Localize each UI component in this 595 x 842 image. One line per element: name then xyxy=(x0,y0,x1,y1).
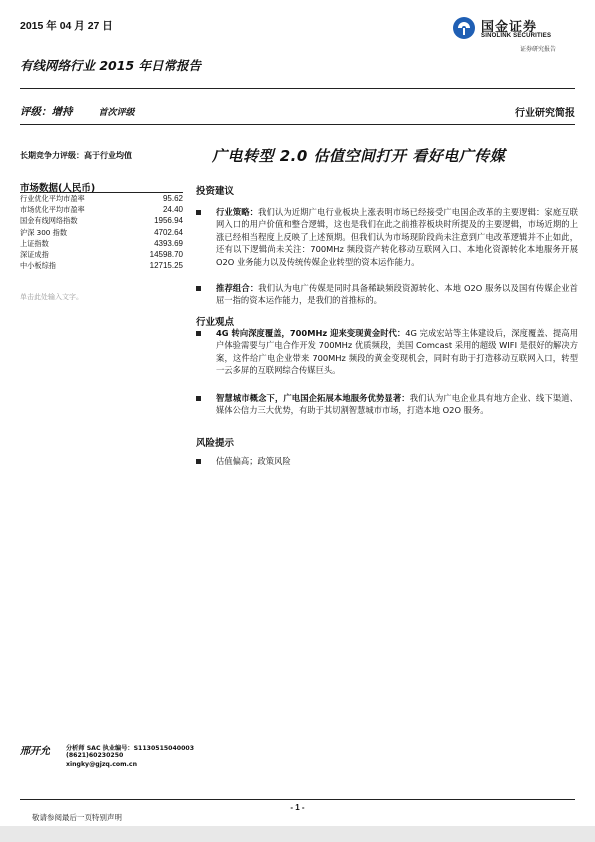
table-row: 国金有线网络指数 1956.94 xyxy=(20,216,183,226)
market-data-table xyxy=(20,192,183,271)
market-data-title: 市场数据(人民币) xyxy=(20,183,96,194)
bullet-icon xyxy=(196,459,201,464)
report-date: 2015 年 04 月 27 日 xyxy=(20,20,113,32)
list-item: 估值偏高；政策风险 xyxy=(196,455,578,467)
section-industry: 行业观点 xyxy=(196,317,235,328)
rating-label: 评级：增持 xyxy=(20,106,73,118)
analyst-name: 邢开允 xyxy=(20,746,50,757)
rating xyxy=(20,104,135,119)
report-title: 广电转型 2.0 估值空间打开 看好电广传媒 xyxy=(212,147,506,165)
list-item: 推荐组合：我们认为电广传媒是同时具备稀缺频段资源转化、本地 O2O 服务以及国有传媒企业首屈一指的资本运作能力，是我们的首推标的。 xyxy=(196,282,578,307)
table-row: 沪深 300 指数 4702.64 xyxy=(20,227,183,237)
list-item: 行业策略：我们认为近期广电行业板块上涨表明市场已经接受广电国企改革的主要逻辑：家庭互联网入口的用户价值和整合逻辑，这也是我们在此之前推荐板块时所提及的主要逻辑，市场近期的上涨已经相当程度上反映了上述预期。但我们认为市场现阶段尚未注意到广电改革逻辑并不止如此，还有以下逻辑尚未关注：700MHz 频段资产转化移动互联网入口、本地化资源转化本地服务开展 O2O 业务能力以及传统传媒企业转型的资本运作能力。 xyxy=(196,206,578,268)
table-row: 中小板综指 12715.25 xyxy=(20,261,183,271)
report-category: 行业研究简报 xyxy=(515,108,575,119)
company-name-en: SINOLINK SECURITIES xyxy=(481,33,552,39)
section-risk: 风险提示 xyxy=(196,438,235,449)
table-row: 上证指数 4393.69 xyxy=(20,238,183,248)
table-row: 深证成指 14598.70 xyxy=(20,249,183,259)
bullet-icon xyxy=(196,396,201,401)
footer-divider xyxy=(20,799,575,800)
bullet-icon xyxy=(196,210,201,215)
analyst-email[interactable]: xingky@gjzq.com.cn xyxy=(66,761,138,768)
disclaimer-note: 敬请参阅最后一页特别声明 xyxy=(32,813,122,822)
header-divider xyxy=(20,88,575,89)
bullet-icon xyxy=(196,286,201,291)
company-name: 国金证券 xyxy=(481,20,538,35)
report-type-label: 证券研究报告 xyxy=(520,46,557,53)
first-coverage-label: 首次评级 xyxy=(98,108,135,118)
text-placeholder[interactable]: 单击此处输入文字。 xyxy=(20,293,83,301)
table-row: 行业优化平均市盈率 95.62 xyxy=(20,194,183,203)
company-logo-icon xyxy=(452,16,476,40)
competitive-rating: 长期竞争力评级：高于行业均值 xyxy=(20,151,132,160)
page-number: - 1 - xyxy=(290,803,305,812)
analyst-phone: (8621)60230250 xyxy=(66,752,124,759)
list-item: 智慧城市概念下，广电国企拓展本地服务优势显著：我们认为广电企业具有地方企业、线下渠道、媒体公信力三大优势，有助于其切割智慧城市市场，打造本地 O2O 服务。 xyxy=(196,392,578,417)
rating-divider xyxy=(20,124,575,125)
section-investment: 投资建议 xyxy=(196,186,235,197)
report-series-title: 有线网络行业 2015 年日常报告 xyxy=(20,58,201,73)
analyst-license: 分析师 SAC 执业编号：S1130515040003 xyxy=(66,745,195,752)
footer-bar xyxy=(0,826,595,842)
table-row: 市场优化平均市盈率 24.40 xyxy=(20,205,183,215)
bullet-icon xyxy=(196,331,201,336)
list-item: 4G 转向深度覆盖，700MHz 迎来变现黄金时代：4G 完成宏站等主体建设后，深度覆盖、提高用户体验需要与广电合作开发 700MHz 优质频段，美国 Comcast 采用的超级 WIFI 是很好的解决方案，这件给广电企业带来 700MHz 频段的黄金变现机会，同时有助于打造移动互联网入口，转型一云多屏的互联网综合传媒巨头。 xyxy=(196,327,578,377)
